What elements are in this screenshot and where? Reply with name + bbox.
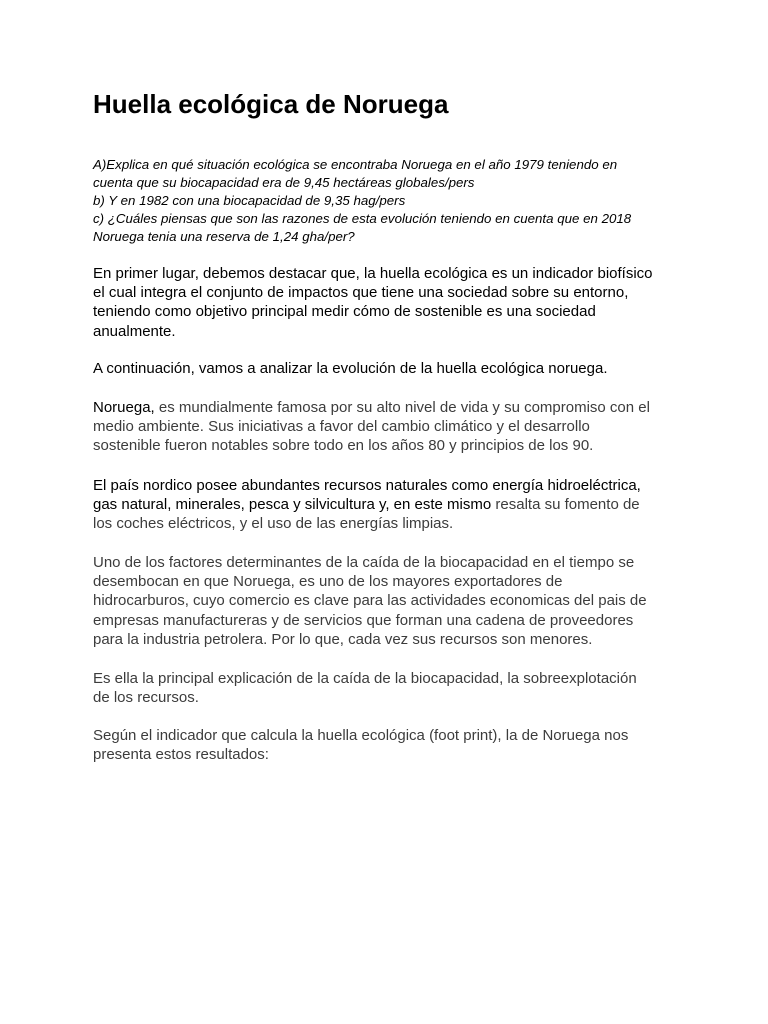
paragraph-line xyxy=(93,398,693,417)
paragraph-line: para la industria petrolera. Por lo que, cada vez sus recursos son menores. xyxy=(93,630,593,648)
paragraph-factors xyxy=(93,553,693,649)
paragraph-line: teniendo como objetivo principal medir cómo de sostenible es una sociedad xyxy=(93,303,596,321)
paragraph-line: En primer lugar, debemos destacar que, la huella ecológica es un indicador biofísico xyxy=(93,265,653,282)
paragraph-line: de los recursos. xyxy=(93,689,199,707)
paragraph-line: hidrocarburos, cuyo comercio es clave para las actividades economicas del pais de xyxy=(93,592,647,610)
paragraph-line: anualmente. xyxy=(93,322,176,340)
paragraph-line: presenta estos resultados: xyxy=(93,746,269,764)
paragraph-analysis xyxy=(93,359,693,378)
paragraph-line: Es ella la principal explicación de la caída de la biocapacidad, la sobreexplotación xyxy=(93,670,637,687)
norway-line-rest: es mundialmente famosa por su alto nivel de vida y su compromiso con el xyxy=(154,399,650,416)
paragraph-line: A continuación, vamos a analizar la evolución de la huella ecológica noruega. xyxy=(93,360,608,377)
question-line: c) ¿Cuáles piensas que son las razones de esta evolución teniendo en cuenta que en 2018 xyxy=(93,211,632,226)
paragraph-line: sostenible fueron notables sobre todo en los años 80 y principios de los 90. xyxy=(93,437,594,455)
resources-line-rest: resalta su fomento de xyxy=(491,496,640,514)
paragraph-intro xyxy=(93,264,693,341)
paragraph-line: el cual integra el conjunto de impactos que tiene una sociedad sobre su entorno, xyxy=(93,284,629,302)
paragraph-line: El país nordico posee abundantes recursos naturales como energía hidroeléctrica, xyxy=(93,477,641,494)
paragraph-line: empresas manufactureras y de servicios que forman una cadena de proveedores xyxy=(93,611,634,629)
question-line: b) Y en 1982 con una biocapacidad de 9,35 hag/pers xyxy=(93,193,406,208)
paragraph-line: Uno de los factores determinantes de la caída de la biocapacidad en el tiempo se xyxy=(93,554,635,571)
paragraph-results xyxy=(93,726,693,764)
question-block xyxy=(93,156,693,246)
norway-lead: Noruega, xyxy=(93,399,155,416)
page-title: Huella ecológica de Noruega xyxy=(93,89,449,119)
paragraph-norway xyxy=(93,398,693,456)
question-line: A)Explica en qué situación ecológica se encontraba Noruega en el año 1979 teniendo en xyxy=(93,157,618,172)
paragraph-explanation xyxy=(93,669,693,707)
resources-line-dark: gas natural, minerales, pesca y silvicultura y, en este mismo xyxy=(93,496,492,514)
paragraph-line xyxy=(93,495,693,514)
question-line: Noruega tenia una reserva de 1,24 gha/per? xyxy=(93,229,355,244)
paragraph-line: desembocan en que Noruega, es uno de los mayores exportadores de xyxy=(93,573,563,591)
paragraph-resources xyxy=(93,476,693,534)
paragraph-line: medio ambiente. Sus iniciativas a favor del cambio climático y el desarrollo xyxy=(93,418,590,436)
paragraph-line: los coches eléctricos, y el uso de las energías limpias. xyxy=(93,515,454,533)
paragraph-line: Según el indicador que calcula la huella ecológica (foot print), la de Noruega nos xyxy=(93,727,629,744)
question-line: cuenta que su biocapacidad era de 9,45 hectáreas globales/pers xyxy=(93,175,475,190)
